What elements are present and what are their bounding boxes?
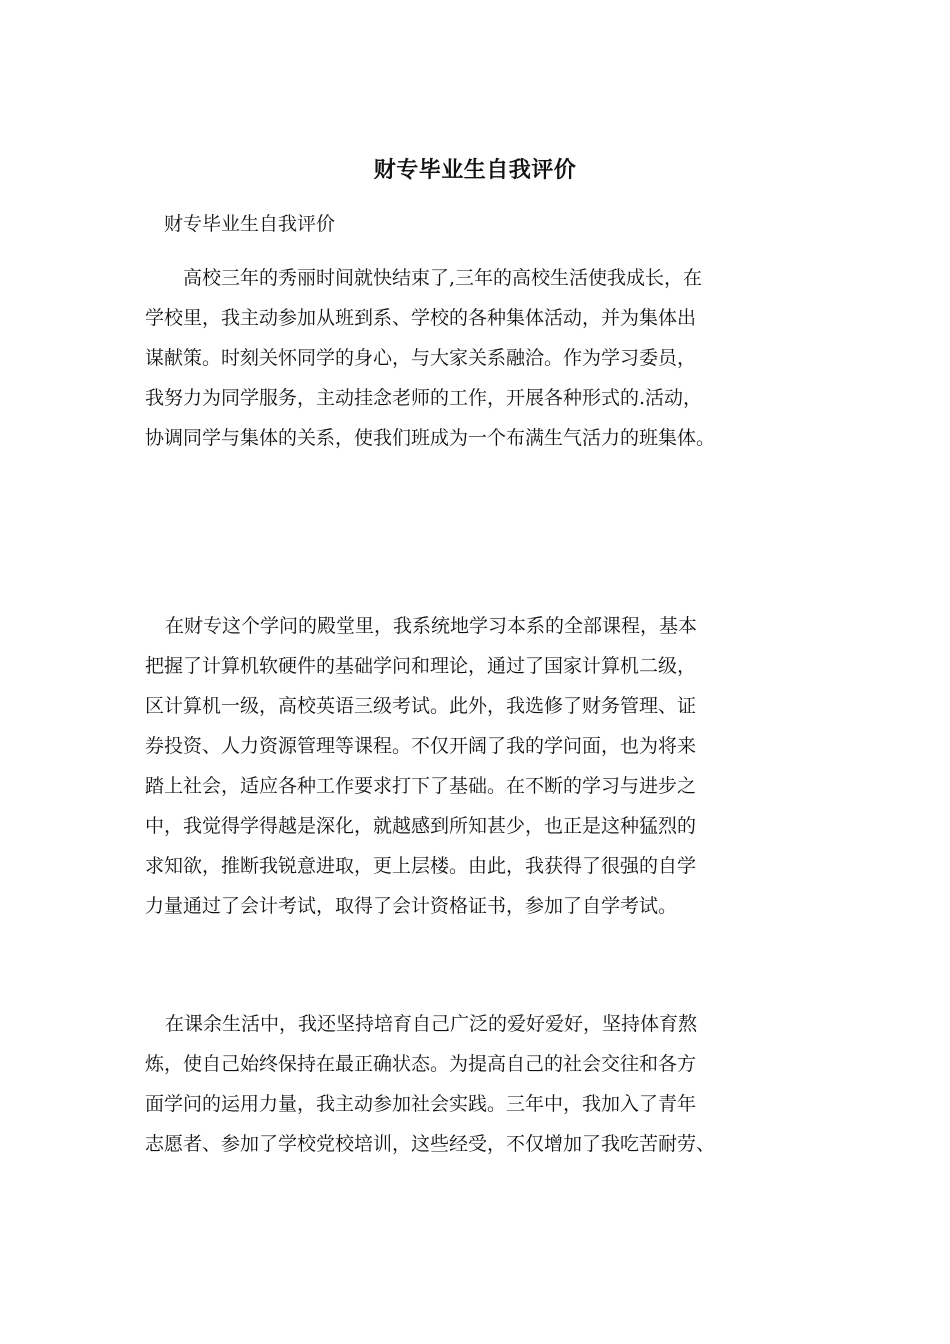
paragraph-line: 力量通过了会计考试，取得了会计资格证书，参加了自学考试。 [145, 895, 678, 917]
paragraph-line: 高校三年的秀丽时间就快结束了,三年的高校生活使我成长，在 [183, 267, 703, 289]
paragraph-line: 区计算机一级，高校英语三级考试。此外，我选修了财务管理、证 [145, 695, 697, 717]
paragraph-line: 谋献策。时刻关怀同学的身心，与大家关系融洽。作为学习委员， [145, 347, 697, 369]
paragraph-line: 学校里，我主动参加从班到系、学校的各种集体活动，并为集体出 [145, 307, 697, 329]
paragraph-1 [145, 258, 825, 458]
paragraph-line: 踏上社会，适应各种工作要求打下了基础。在不断的学习与进步之 [145, 775, 697, 797]
document-subtitle: 财专毕业生自我评价 [164, 213, 336, 235]
paragraph-line: 炼，使自己始终保持在最正确状态。为提高自己的社会交往和各方 [145, 1053, 697, 1075]
paragraph-2 [145, 606, 825, 926]
paragraph-3 [145, 1004, 825, 1164]
paragraph-line: 把握了计算机软硬件的基础学问和理论，通过了国家计算机二级， [145, 655, 697, 677]
document-title: 财专毕业生自我评价 [373, 157, 577, 183]
paragraph-line: 券投资、人力资源管理等课程。不仅开阔了我的学问面，也为将来 [145, 735, 697, 757]
paragraph-line: 志愿者、参加了学校党校培训，这些经受，不仅增加了我吃苦耐劳、 [145, 1133, 716, 1155]
paragraph-line: 在财专这个学问的殿堂里，我系统地学习本系的全部课程，基本 [165, 615, 698, 637]
paragraph-line: 我努力为同学服务，主动挂念老师的工作，开展各种形式的.活动， [145, 387, 703, 409]
paragraph-line: 面学问的运用力量，我主动参加社会实践。三年中，我加入了青年 [145, 1093, 697, 1115]
paragraph-line: 在课余生活中，我还坚持培育自己广泛的爱好爱好，坚持体育熬 [165, 1013, 698, 1035]
paragraph-line: 求知欲，推断我锐意进取，更上层楼。由此，我获得了很强的自学 [145, 855, 697, 877]
paragraph-line: 协调同学与集体的关系，使我们班成为一个布满生气活力的班集体。 [145, 427, 716, 449]
paragraph-line: 中，我觉得学得越是深化，就越感到所知甚少，也正是这种猛烈的 [145, 815, 697, 837]
